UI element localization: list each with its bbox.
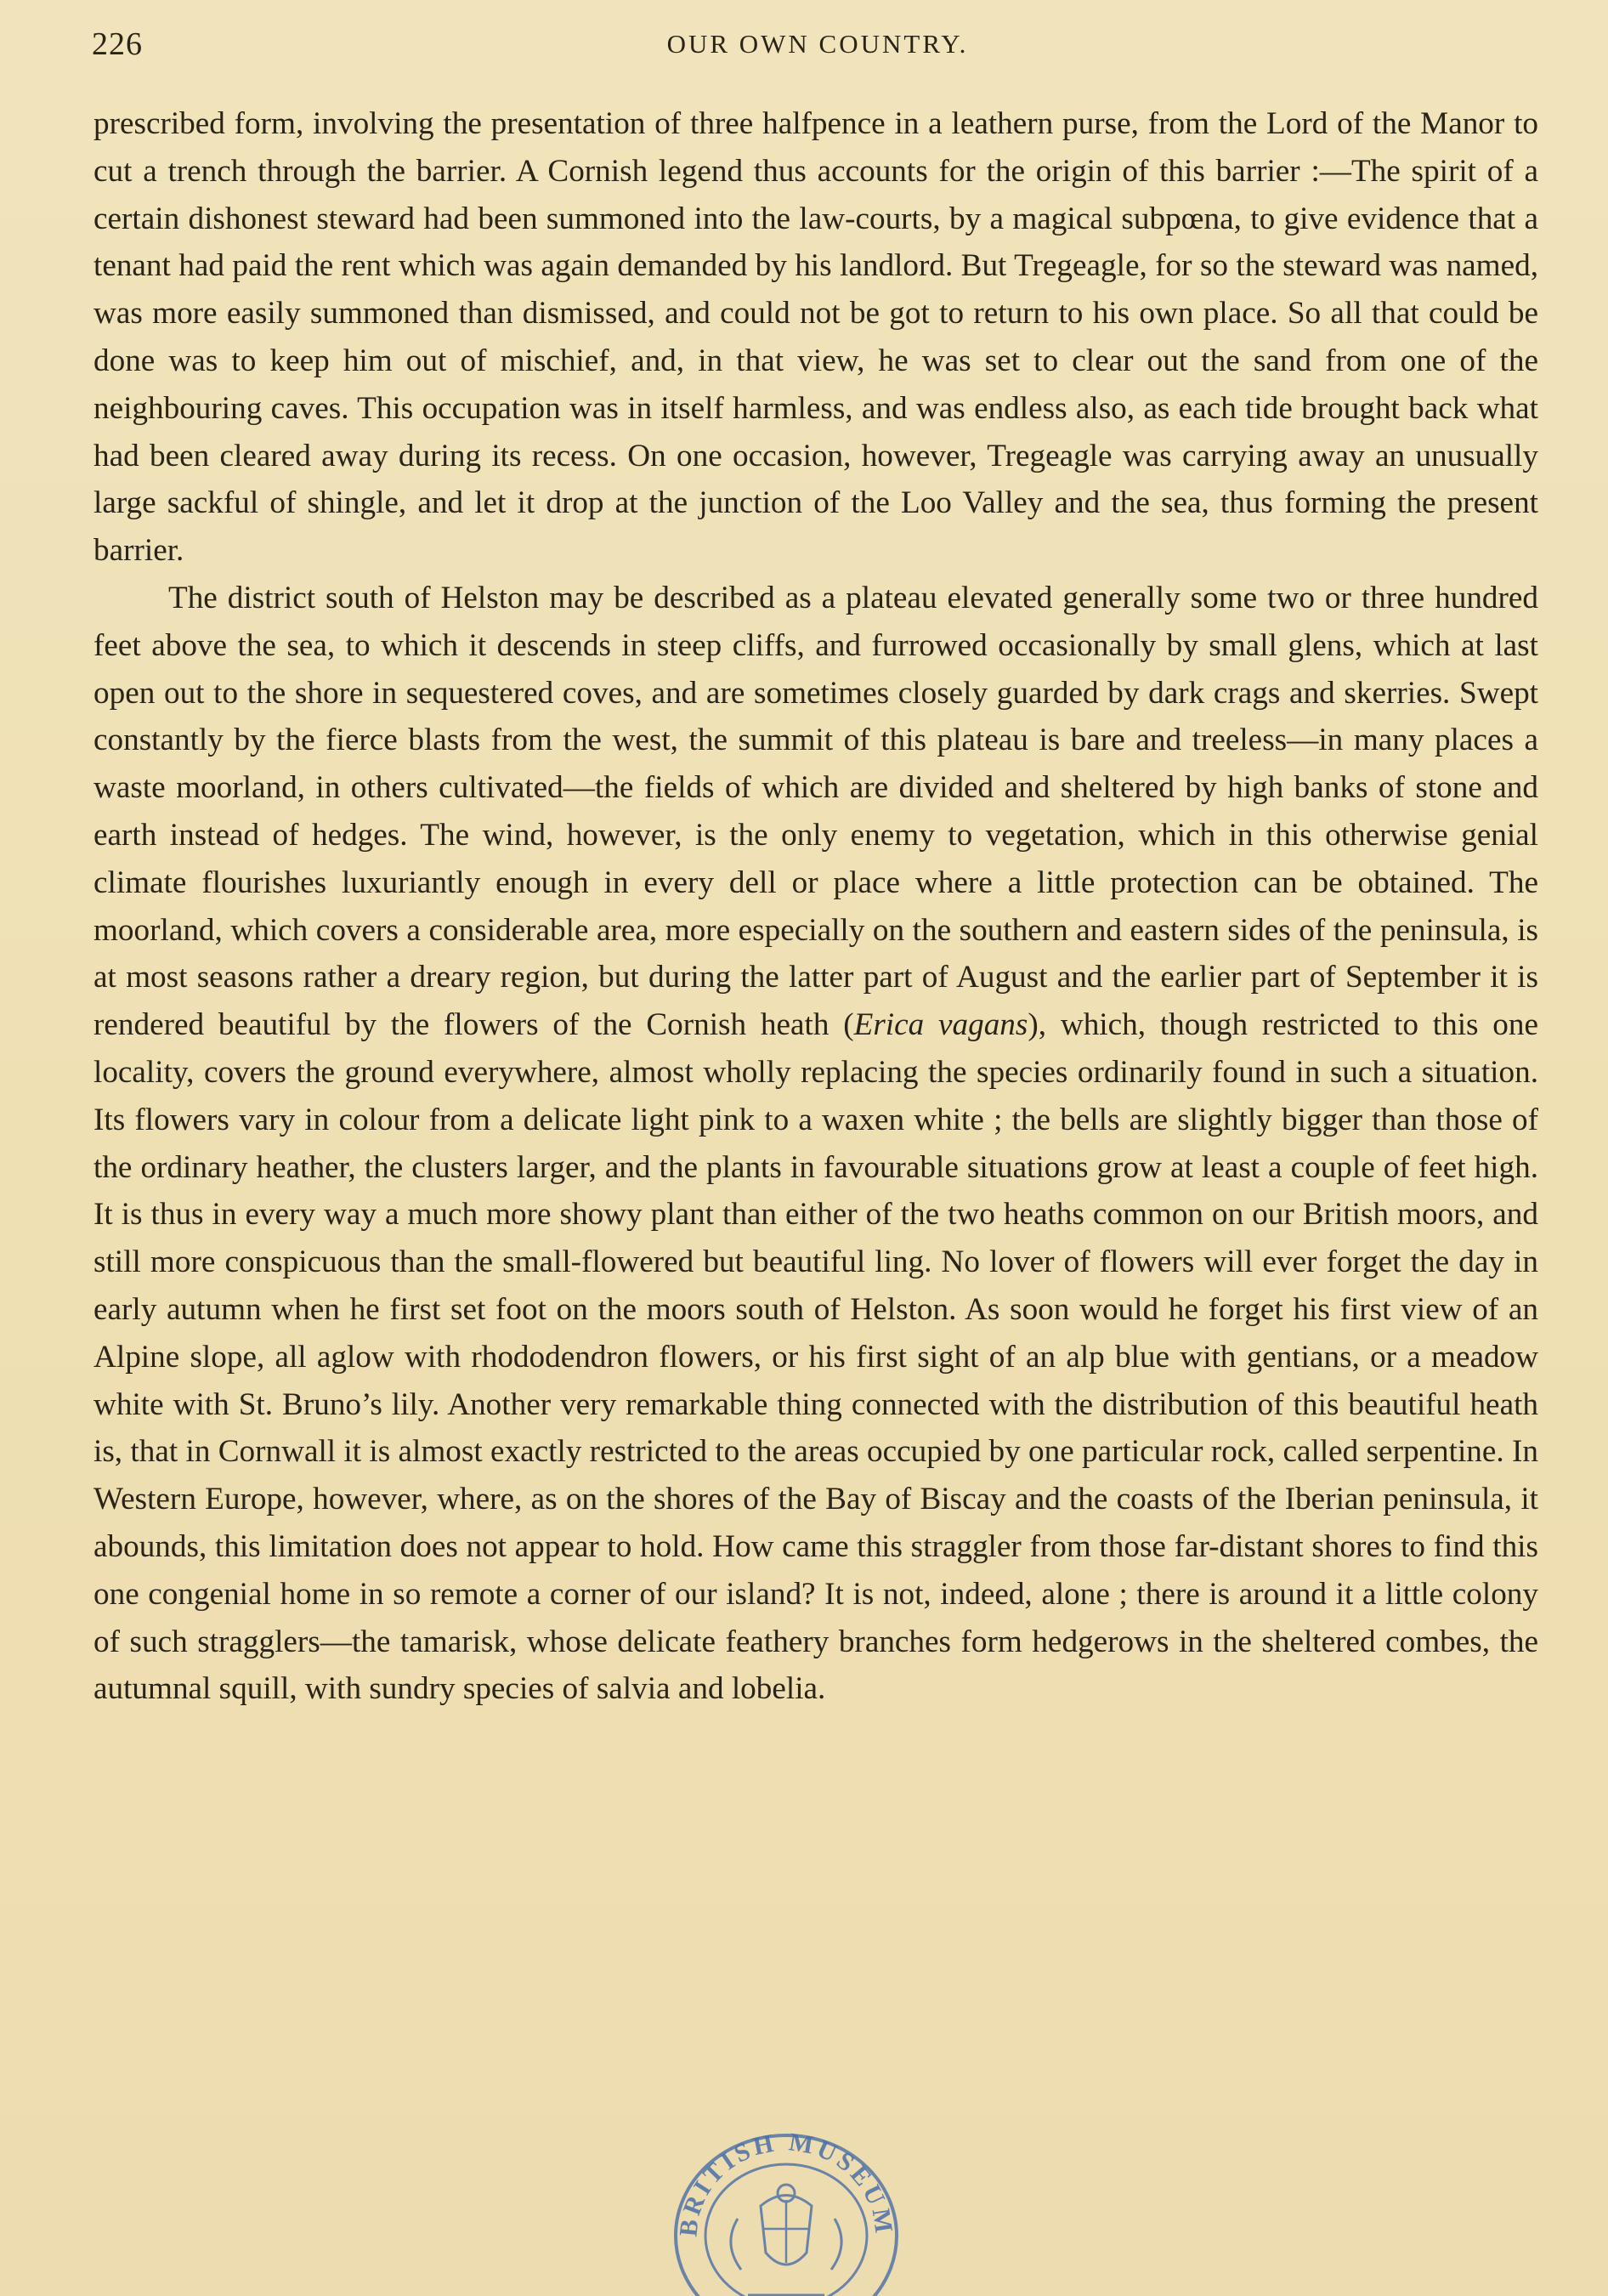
paragraph-text: ), which, though restricted to this one locality, covers the ground everywhere, almost wholly replacing the species ordinarily found in such a situation. Its flowers vary in colour from a delicate light pink to a waxen white ; the bells are slightly bigger than those of the ordinary heather, the clusters larger, and the plants in favourable situations grow at least a couple of feet high. It is thus in every way a much more showy plant than either of the two heaths common on our British moors, and still more conspicuous than the small-flowered but beautiful ling. No lover of flowers will ever forget the day in early autumn when he first set foot on the moors south of Helston. As soon would he forget his first view of an Alpine slope, all aglow with rhododendron flowers, or his first sight of an alp blue with gentians, or a meadow white with St. Bruno’s lily. Another very remarkable thing connected with the distribution of this beautiful heath is, that in Cornwall it is almost exactly restricted to the areas occupied by one particular rock, called serpentine. In Western Europe, however, where, as on the shores of the Bay of Biscay and the coasts of the Iberian peninsula, it abounds, this limitation does not appear to hold. How came this straggler from those far-distant shores to find this one congenial home in so remote a corner of our island? It is not, indeed, alone ; there is around it a little colony of such stragglers—the tamarisk, whose delicate feathery branches form hedgerows in the sheltered combes, the autumnal squill, with sundry species of salvia and lobelia. <box>93 1007 1538 1707</box>
stamp-text: BRITISH MUSEUM <box>674 2128 899 2238</box>
library-stamp <box>663 2125 909 2296</box>
species-name-italic: Erica vagans <box>853 1007 1028 1043</box>
paragraph-text: The district south of Helston may be described as a plateau elevated generally some two or three hundred feet above the sea, to which it descends in steep cliffs, and furrowed occasionally by small glens, which at last open out to the shore in sequestered coves, and are sometimes closely guarded by dark crags and skerries. Swept constantly by the fierce blasts from the west, the summit of this plateau is bare and treeless—in many places a waste moorland, in others cultivated—the fields of which are divided and sheltered by high banks of stone and earth instead of hedges. The wind, however, is the only enemy to vegetation, which in this otherwise genial climate flourishes luxuriantly enough in every dell or place where a little protection can be obtained. The moorland, which covers a considerable area, more especially on the southern and eastern sides of the peninsula, is at most seasons rather a dreary region, but during the latter part of August and the earlier part of September it is rendered beautiful by the flowers of the Cornish heath ( <box>93 580 1538 1043</box>
page-number: 226 <box>92 26 143 62</box>
paragraph-text: prescribed form, involving the presentation of three halfpence in a leathern purse, from the Lord of the Manor to cut a trench through the barrier. A Cornish legend thus accounts for the origin of this barrier :—The spirit of a certain dishonest steward had been summoned into the law-courts, by a magical subpœna, to give evidence that a tenant had paid the rent which was again demanded by his landlord. But Tregeagle, for so the steward was named, was more easily summoned than dismissed, and could not be got to return to his own place. So all that could be done was to keep him out of mischief, and, in that view, he was set to clear out the sand from one of the neighbouring caves. This occupation was in itself harmless, and was endless also, as each tide brought back what had been cleared away during its recess. On one occasion, however, Tregeagle was carrying away an unusually large sackful of shingle, and let it drop at the junction of the Loo Valley and the sea, thus forming the present barrier. <box>93 106 1538 569</box>
paragraph-helston-district <box>93 575 1538 1713</box>
museum-seal-icon <box>663 2125 909 2296</box>
running-head <box>92 26 1543 66</box>
running-title: OUR OWN COUNTRY. <box>666 29 969 59</box>
paragraph-tregeagle-legend <box>93 100 1538 575</box>
body-text <box>93 100 1538 1713</box>
